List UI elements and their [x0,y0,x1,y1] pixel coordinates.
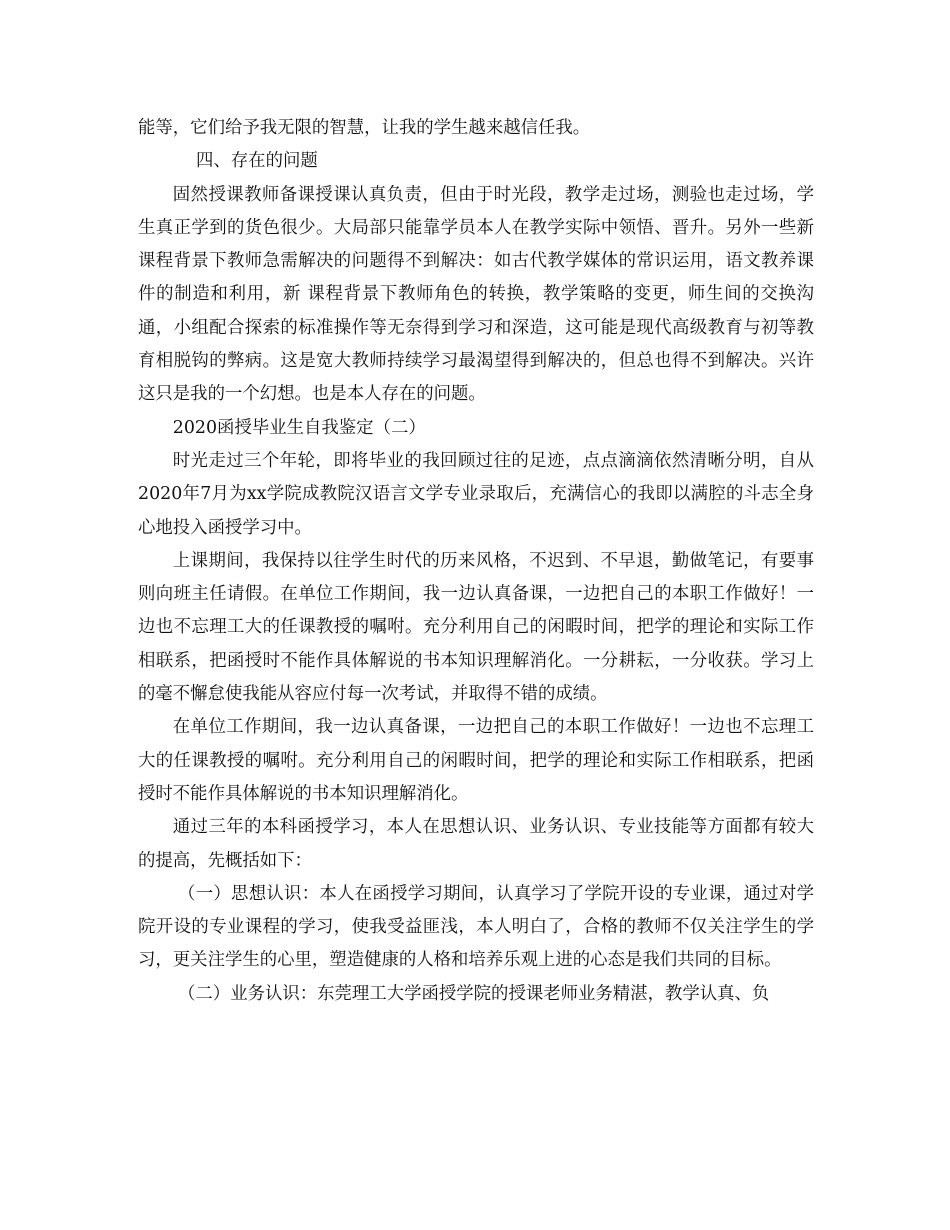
paragraph-work-period: 在单位工作期间，我一边认真备课，一边把自己的本职工作做好！一边也不忘理工大的任课教授的嘱咐。充分利用自己的闲暇时间，把学的理论和实际工作相联系，把函授时不能作具体解说的书本知识理解消化。 [138,717,814,804]
paragraph-problems: 固然授课教师备课授课认真负责，但由于时光段，教学走过场，测验也走过场，学生真正学到的货色很少。大局部只能靠学员本人在教学实际中领悟、晋升。另外一些新课程背景下教师急需解决的问题得不到解决：如古代教学媒体的常识运用，语文教养课件的制造和利用，新 课程背景下教师角色的转换，教学策略的变更，师生间的交换沟通，小组配合探索的标准操作等无奈得到学习和深造，这可能是现代高级教育与初等教育相脱钩的弊病。这是宽大教师持续学习最渴望得到解决的，但总也得不到解决。兴许这只是我的一个幻想。也是本人存在的问题。 [138,184,814,405]
paragraph-summary-intro: 通过三年的本科函授学习，本人在思想认识、业务认识、专业技能等方面都有较大的提高，先概括如下： [138,817,814,871]
section-heading-self-appraisal: 2020函授毕业生自我鉴定（二） [172,417,426,438]
document-body [138,112,814,1011]
paragraph-class-period: 上课期间，我保持以往学生时代的历来风格，不迟到、不早退，勤做笔记，有要事则向班主任请假。在单位工作期间，我一边认真备课，一边把自己的本职工作做好！一边也不忘理工大的任课教授的嘱咐。充分利用自己的闲暇时间，把学的理论和实际工作相联系，把函授时不能作具体解说的书本知识理解消化。一分耕耘，一分收获。学习上的毫不懈怠使我能从容应付每一次考试，并取得不错的成绩。 [138,550,814,705]
section-heading-problems: 四、存在的问题 [196,151,318,172]
paragraph-intro: 时光走过三个年轮，即将毕业的我回顾过往的足迹，点点滴滴依然清晰分明，自从2020年7月为xx学院成教院汉语言文学专业录取后，充满信心的我即以满腔的斗志全身心地投入函授学习中。 [138,450,814,538]
paragraph-ideology: （一）思想认识：本人在函授学习期间，认真学习了学院开设的专业课，通过对学院开设的专业课程的学习，使我受益匪浅，本人明白了，合格的教师不仅关注学生的学习，更关注学生的心里，塑造健康的人格和培养乐观上进的心态是我们共同的目标。 [138,883,814,971]
paragraph-business: （二）业务认识：东莞理工大学函授学院的授课老师业务精湛，教学认真、负 [178,983,770,1004]
paragraph-continuation: 能等，它们给予我无限的智慧，让我的学生越来越信任我。 [138,118,591,138]
